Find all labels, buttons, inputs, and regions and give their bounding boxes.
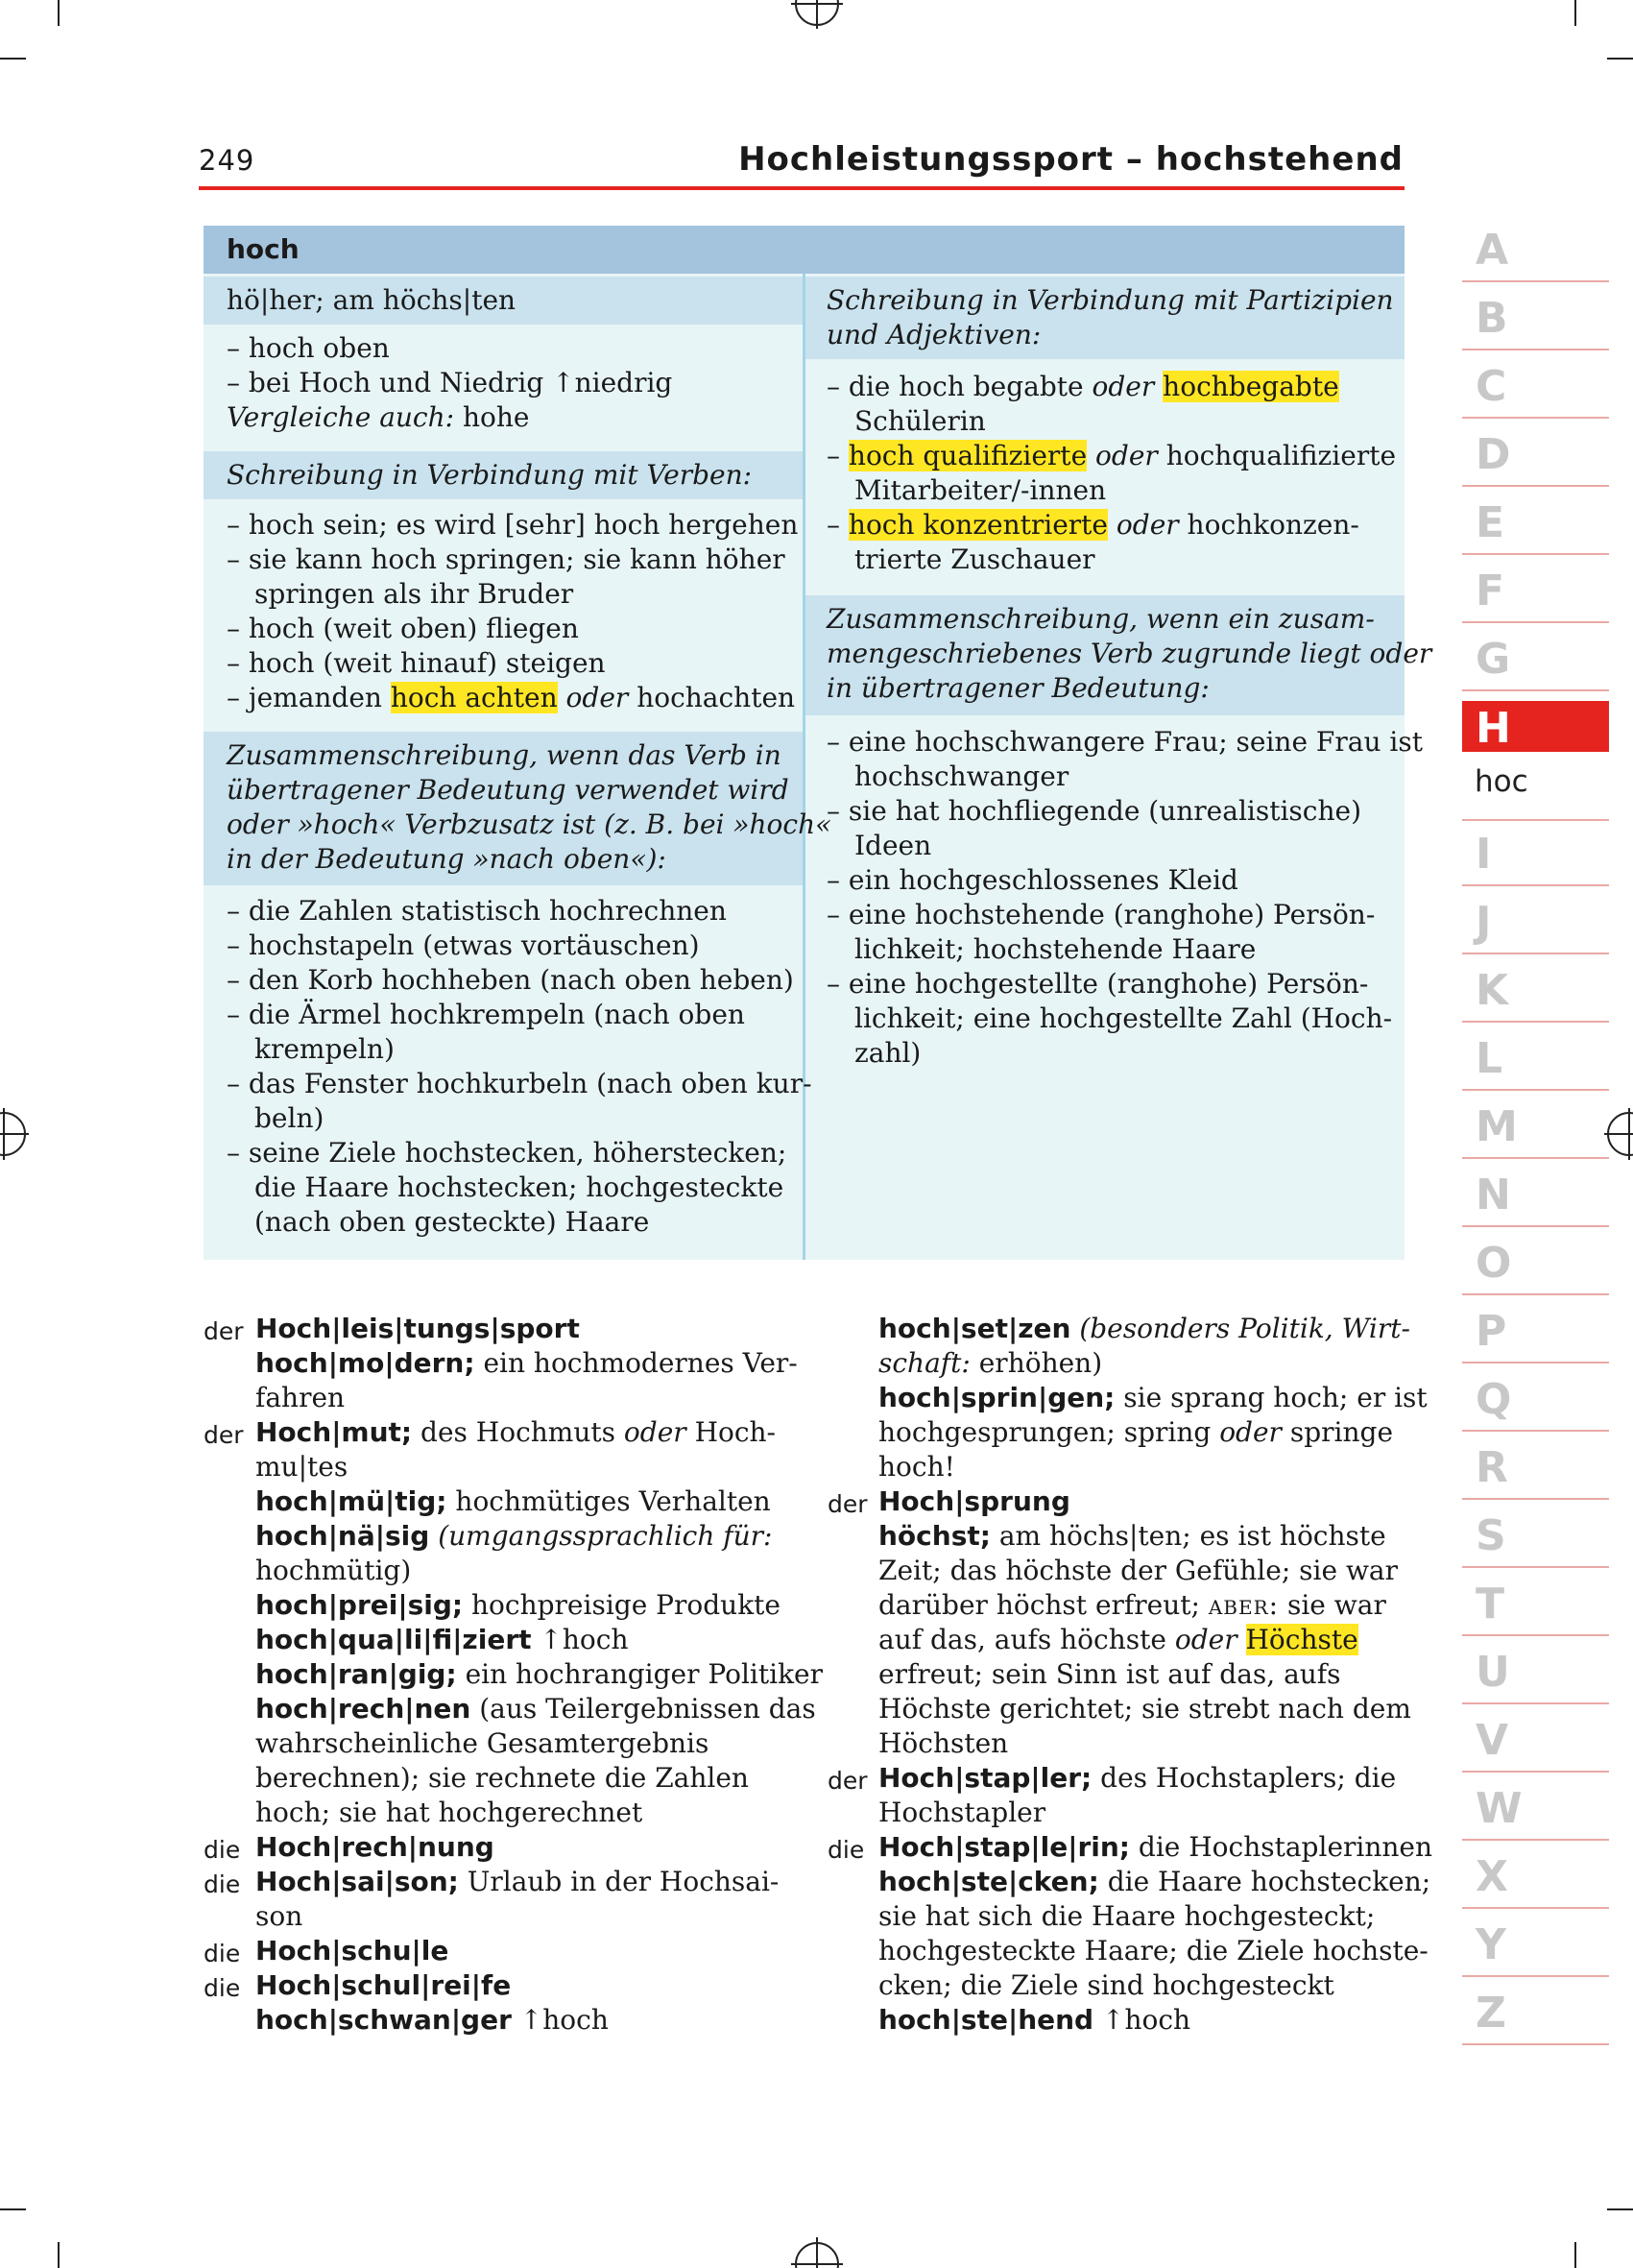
- text-line: Vergleiche auch: hohe: [227, 401, 530, 433]
- headword: Hoch|schu|le: [255, 1935, 449, 1966]
- headword: hoch|qua|li|fi|ziert: [255, 1624, 532, 1655]
- alphabet-tab-l[interactable]: L: [1462, 1023, 1609, 1091]
- entry-line: [255, 1312, 580, 1346]
- text-line: – den Korb hochheben (nach oben heben): [227, 964, 794, 996]
- alphabet-tab-p[interactable]: P: [1462, 1295, 1609, 1363]
- highlighted-text: Höchste: [1245, 1624, 1358, 1655]
- entry-line: hochgesteckte Haare; die Ziele hochste-: [878, 1935, 1429, 1966]
- alphabet-tab-c[interactable]: C: [1462, 350, 1609, 419]
- entry-line: Zeit; das höchste der Gefühle; sie war: [878, 1555, 1398, 1586]
- alphabet-tab-q[interactable]: Q: [1462, 1363, 1609, 1432]
- text-line: beln): [254, 1102, 324, 1134]
- alphabet-tab-w[interactable]: W: [1462, 1773, 1609, 1841]
- text-line: – hoch (weit hinauf) steigen: [227, 647, 606, 679]
- headword: Hoch|rech|nung: [255, 1831, 494, 1863]
- info-box-divider: [803, 274, 805, 1260]
- text-line: – die Ärmel hochkrempeln (nach oben: [227, 999, 745, 1030]
- entry-line: hoch|mo|dern; ein hochmodernes Ver-: [255, 1347, 798, 1379]
- section-heading: übertragener Bedeutung verwendet wird: [227, 774, 789, 806]
- text-line: Schülerin: [854, 405, 986, 437]
- alphabet-tab-a[interactable]: A: [1462, 214, 1609, 282]
- entry-line: schaft: erhöhen): [878, 1347, 1103, 1379]
- alphabet-tab-y[interactable]: Y: [1462, 1909, 1609, 1977]
- section-heading: oder »hoch« Verbzusatz ist (z. B. bei »hoch«: [227, 808, 832, 840]
- headword: Hoch|leis|tungs|sport: [255, 1313, 580, 1344]
- text-line: – hoch (weit oben) fliegen: [227, 613, 579, 644]
- headword: Hoch|schul|rei|fe: [255, 1969, 512, 2001]
- headword: Hoch|mut;: [255, 1416, 413, 1448]
- entry-line: Hoch|stap|ler; des Hochstaplers; die: [878, 1762, 1397, 1794]
- info-box: [204, 226, 1432, 1260]
- text-line: – eine hochgestellte (ranghohe) Persön-: [827, 968, 1369, 1000]
- alphabet-tab-r[interactable]: R: [1462, 1432, 1609, 1500]
- text-line: Mitarbeiter/-innen: [854, 474, 1107, 506]
- alphabet-tab-f[interactable]: F: [1462, 555, 1609, 623]
- entry-line: hoch|prei|sig; hochpreisige Produkte: [255, 1589, 781, 1621]
- text-line: – hoch sein; es wird [sehr] hoch hergehen: [227, 509, 799, 541]
- alphabet-tab-e[interactable]: E: [1462, 487, 1609, 555]
- text-line: – die hoch begabte oder hochbegabte: [827, 371, 1339, 402]
- alphabet-tab-k[interactable]: K: [1462, 954, 1609, 1023]
- text-line: – jemanden hoch achten oder hochachten: [227, 682, 796, 713]
- running-head: Hochleistungssport – hochstehend: [738, 140, 1404, 179]
- entry-line: [255, 1623, 629, 1657]
- page-number: 249: [199, 144, 255, 177]
- text-line: – eine hochstehende (ranghohe) Persön-: [827, 899, 1376, 930]
- entry-line: hoch|mü|tig; hochmütiges Verhalten: [255, 1485, 771, 1517]
- crop-mark: [1607, 58, 1633, 60]
- section-heading: Schreibung in Verbindung mit Partizipien: [827, 284, 1394, 316]
- entry-line: [878, 1484, 1070, 1519]
- alphabet-tab-o[interactable]: O: [1462, 1227, 1609, 1295]
- headword: Hoch|stap|le|rin;: [878, 1831, 1130, 1863]
- text-line: – ein hochgeschlossenes Kleid: [827, 864, 1238, 896]
- entry-line: son: [255, 1900, 303, 1932]
- article: die: [204, 1870, 241, 1898]
- headword: Hoch|stap|ler;: [878, 1762, 1093, 1794]
- crop-mark: [0, 58, 26, 60]
- alphabet-tab-x[interactable]: X: [1462, 1841, 1609, 1909]
- article: die: [204, 1974, 241, 2002]
- alphabet-tab-i[interactable]: I: [1462, 818, 1609, 886]
- text-line: hochschwanger: [854, 760, 1069, 792]
- entry-line: [255, 1934, 448, 1968]
- alphabet-tab-z[interactable]: Z: [1462, 1977, 1609, 2045]
- entry-line: hoch|ran|gig; ein hochrangiger Politiker: [255, 1658, 824, 1690]
- info-box-title: hoch: [227, 233, 300, 265]
- section-heading: und Adjektiven:: [827, 319, 1042, 350]
- text-line: – das Fenster hochkurbeln (nach oben kur-: [227, 1068, 812, 1099]
- headword: hoch|sprin|gen;: [878, 1382, 1116, 1413]
- article: die: [204, 1940, 241, 1967]
- headword: höchst;: [878, 1520, 991, 1552]
- entry-line: Hoch|stap|le|rin; die Hochstaplerinnen: [878, 1831, 1433, 1863]
- cross-reference[interactable]: ↑hoch: [540, 1624, 629, 1655]
- entry-line: darüber höchst erfreut; aber: sie war: [878, 1589, 1386, 1621]
- crop-mark: [0, 2208, 26, 2210]
- text-line: (nach oben gesteckte) Haare: [254, 1206, 650, 1238]
- alphabet-tab-b[interactable]: B: [1462, 282, 1609, 350]
- headword: Hoch|sai|son;: [255, 1866, 459, 1897]
- entry-line: hoch|ste|cken; die Haare hochstecken;: [878, 1866, 1431, 1897]
- highlighted-text: hoch qualifizierte: [848, 440, 1088, 471]
- crop-mark: [1574, 2242, 1576, 2268]
- text-line: – seine Ziele hochstecken, höherstecken;: [227, 1137, 787, 1169]
- entry-line: hoch|sprin|gen; sie sprang hoch; er ist: [878, 1382, 1428, 1413]
- alphabet-tab-subentry[interactable]: hoc: [1475, 764, 1528, 799]
- registration-mark-top: [791, 0, 843, 29]
- alphabet-tab-j[interactable]: J: [1462, 886, 1609, 954]
- headword: hoch|rech|nen: [255, 1693, 471, 1725]
- headword: Hoch|sprung: [878, 1485, 1070, 1517]
- section-heading: in übertragener Bedeutung:: [827, 672, 1210, 704]
- text-line: – sie hat hochfliegende (unrealistische): [827, 795, 1362, 827]
- entry-line: sie hat sich die Haare hochgesteckt;: [878, 1900, 1376, 1932]
- registration-mark-left: [0, 1108, 29, 1160]
- entry-line: hoch!: [878, 1451, 955, 1483]
- entry-line: hochgesprungen; spring oder springe: [878, 1416, 1394, 1448]
- entry-line: Hoch|mut; des Hochmuts oder Hoch-: [255, 1416, 777, 1448]
- alphabet-tab-t[interactable]: T: [1462, 1568, 1609, 1636]
- entry-line: hoch|set|zen (besonders Politik, Wirt-: [878, 1313, 1410, 1344]
- article: die: [204, 1836, 241, 1864]
- entry-line: erfreut; sein Sinn ist auf das, aufs: [878, 1658, 1341, 1690]
- text-line: hö|her; am höchs|ten: [227, 284, 516, 316]
- section-heading: Zusammenschreibung, wenn das Verb in: [227, 739, 781, 771]
- entry-line: Hochstapler: [878, 1797, 1046, 1828]
- text-line: – hoch konzentrierte oder hochkonzen-: [827, 509, 1359, 541]
- text-line: krempeln): [254, 1033, 395, 1065]
- entry-line: hoch; sie hat hochgerechnet: [255, 1797, 643, 1828]
- registration-mark-bottom: [791, 2237, 843, 2268]
- entry-line: [878, 2003, 1190, 2038]
- entry-line: berechnen); sie rechnete die Zahlen: [255, 1762, 749, 1794]
- alphabet-tab-n[interactable]: N: [1462, 1159, 1609, 1227]
- article: der: [204, 1317, 244, 1345]
- alphabet-tab-s[interactable]: S: [1462, 1500, 1609, 1568]
- text-line: – die Zahlen statistisch hochrechnen: [227, 895, 727, 927]
- text-line: – hoch oben: [227, 332, 390, 364]
- text-line: – bei Hoch und Niedrig ↑niedrig: [227, 367, 673, 398]
- entry-line: höchst; am höchs|ten; es ist höchste: [878, 1520, 1386, 1552]
- text-line: trierte Zuschauer: [854, 543, 1095, 575]
- entry-line: hoch|rech|nen (aus Teilergebnissen das: [255, 1693, 816, 1725]
- alphabet-tab-u[interactable]: U: [1462, 1636, 1609, 1704]
- alphabet-tab-active[interactable]: H: [1462, 701, 1609, 752]
- entry-line: mu|tes: [255, 1451, 348, 1483]
- cross-reference[interactable]: ↑hoch: [519, 2004, 609, 2036]
- headword: hoch|set|zen: [878, 1313, 1071, 1344]
- entry-line: [255, 2003, 609, 2038]
- alphabet-tab-m[interactable]: M: [1462, 1091, 1609, 1159]
- highlighted-text: hoch konzentrierte: [848, 509, 1108, 541]
- headword: hoch|schwan|ger: [255, 2004, 512, 2036]
- headword: hoch|nä|sig: [255, 1520, 430, 1552]
- alphabet-tab-v[interactable]: V: [1462, 1704, 1609, 1773]
- text-line: zahl): [854, 1037, 922, 1069]
- entry-line: fahren: [255, 1382, 346, 1413]
- headword: hoch|ste|cken;: [878, 1866, 1099, 1897]
- entry-line: hoch|nä|sig (umgangssprachlich für:: [255, 1520, 773, 1552]
- entry-line: Höchste gerichtet; sie strebt nach dem: [878, 1693, 1411, 1725]
- headword: hoch|mo|dern;: [255, 1347, 475, 1379]
- crop-mark: [58, 2242, 60, 2268]
- section-heading: Schreibung in Verbindung mit Verben:: [227, 459, 753, 491]
- entry-line: auf das, aufs höchste oder Höchste: [878, 1624, 1358, 1655]
- crop-mark: [58, 0, 60, 26]
- headword: hoch|prei|sig;: [255, 1589, 464, 1621]
- text-line: – sie kann hoch springen; sie kann höher: [227, 543, 785, 575]
- section-heading: mengeschriebenes Verb zugrunde liegt oder: [827, 638, 1432, 669]
- section-heading: in der Bedeutung »nach oben«):: [227, 843, 666, 875]
- section-heading: Zusammenschreibung, wenn ein zusam-: [827, 603, 1375, 635]
- entry-line: cken; die Ziele sind hochgesteckt: [878, 1969, 1334, 2001]
- text-line: die Haare hochstecken; hochgesteckte: [254, 1171, 784, 1203]
- article: die: [828, 1836, 865, 1864]
- entry-line: hochmütig): [255, 1555, 412, 1586]
- headword: hoch|mü|tig;: [255, 1485, 447, 1517]
- text-line: – hoch qualifizierte oder hochqualifizierte: [827, 440, 1397, 471]
- text-line: springen als ihr Bruder: [254, 578, 574, 610]
- alphabet-tab-g[interactable]: G: [1462, 623, 1609, 691]
- cross-reference[interactable]: ↑hoch: [1102, 2004, 1191, 2036]
- alphabet-tab-d[interactable]: D: [1462, 419, 1609, 487]
- text-line: – hochstapeln (etwas vortäuschen): [227, 929, 700, 961]
- entry-line: [255, 1968, 511, 2003]
- crop-mark: [1607, 2208, 1633, 2210]
- headword: hoch|ste|hend: [878, 2004, 1094, 2036]
- tab-rule: [1462, 819, 1609, 821]
- article: der: [828, 1767, 868, 1795]
- entry-line: [255, 1830, 494, 1865]
- article: der: [828, 1490, 868, 1518]
- highlighted-text: hochbegabte: [1163, 371, 1339, 402]
- highlighted-text: hoch achten: [390, 682, 558, 713]
- text-line: – eine hochschwangere Frau; seine Frau ist: [827, 726, 1423, 758]
- text-line: Ideen: [854, 830, 932, 861]
- article: der: [204, 1421, 244, 1449]
- info-box-title-bar: [204, 226, 1405, 274]
- crop-mark: [1574, 0, 1576, 26]
- header-rule: [199, 186, 1405, 190]
- entry-line: Höchsten: [878, 1727, 1009, 1759]
- headword: hoch|ran|gig;: [255, 1658, 457, 1690]
- entry-line: Hoch|sai|son; Urlaub in der Hochsai-: [255, 1866, 780, 1897]
- text-line: lichkeit; eine hochgestellte Zahl (Hoch-: [854, 1002, 1393, 1034]
- text-line: lichkeit; hochstehende Haare: [854, 933, 1257, 965]
- entry-line: wahrscheinliche Gesamtergebnis: [255, 1727, 709, 1759]
